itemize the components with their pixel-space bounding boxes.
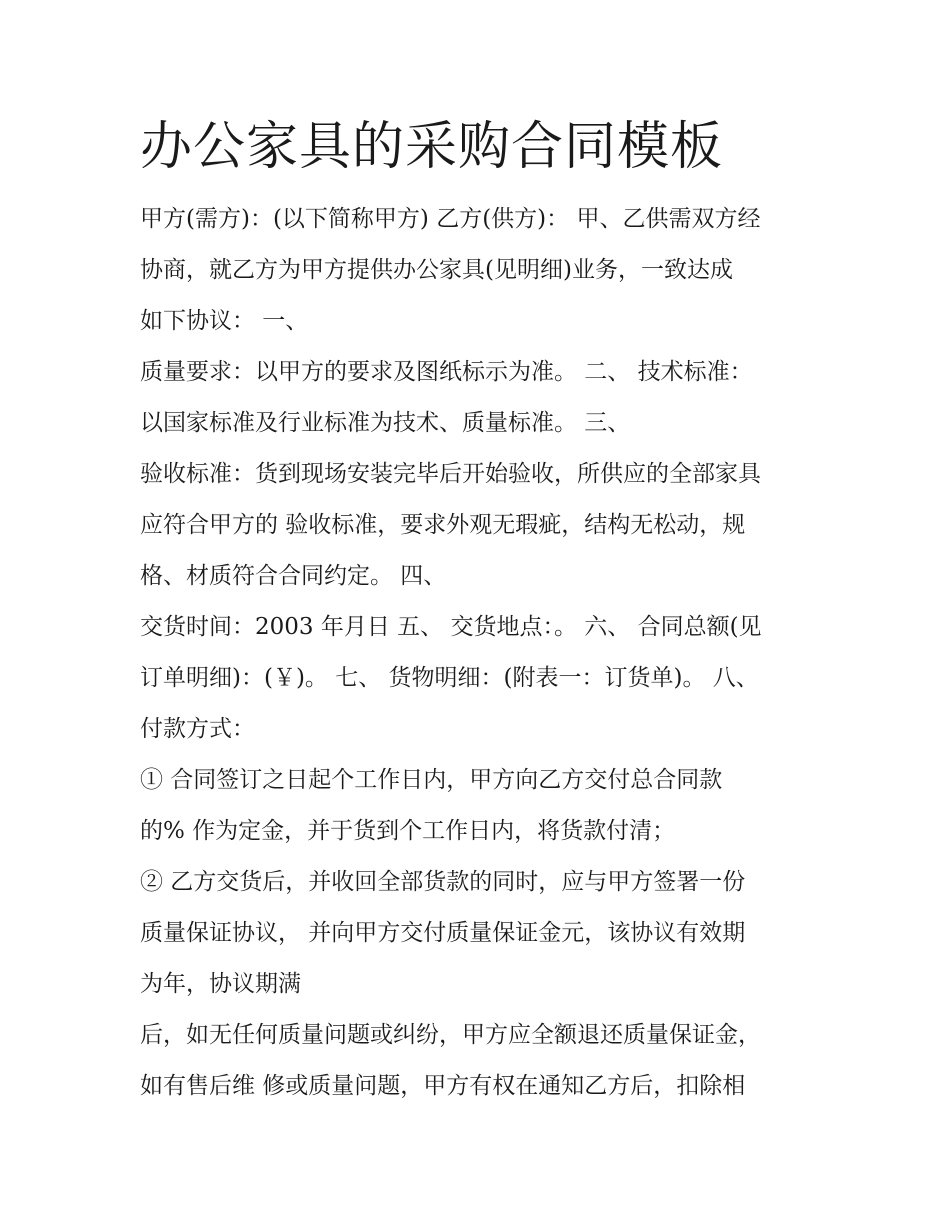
- text-line-14: ② 乙方交货后，并收回全部货款的同时，应与甲方签署一份: [140, 869, 746, 895]
- text-line-12: ① 合同签订之日起个工作日内，甲方向乙方交付总合同款: [140, 767, 723, 793]
- text-line-2: 协商，就乙方为甲方提供办公家具(见明细)业务，一致达成: [140, 257, 733, 283]
- text-line-6: 验收标准：货到现场安装完毕后开始验收，所供应的全部家具: [140, 461, 761, 487]
- text-line-7: 应符合甲方的 验收标准，要求外观无瑕疵，结构无松动，规: [140, 512, 746, 538]
- contract-body: [140, 194, 830, 1112]
- text-line-9: 交货时间：2003 年月日 五、 交货地点：。 六、 合同总额(见: [140, 614, 762, 640]
- text-line-18: 如有售后维 修或质量问题，甲方有权在通知乙方后，扣除相: [140, 1073, 746, 1099]
- text-line-16: 为年，协议期满: [140, 971, 301, 997]
- text-line-4: 质量要求：以甲方的要求及图纸标示为准。 二、 技术标准：: [140, 359, 753, 385]
- text-line-13: 的% 作为定金，并于货到个工作日内，将货款付清；: [140, 818, 676, 844]
- text-line-17: 后，如无任何质量问题或纠纷，甲方应全额退还质量保证金，: [140, 1022, 761, 1048]
- text-line-15: 质量保证协议， 并向甲方交付质量保证金元，该协议有效期: [140, 920, 746, 946]
- document-title: 办公家具的采购合同模板: [140, 117, 724, 177]
- text-line-10: 订单明细)：(￥)。 七、 货物明细：(附表一：订货单)。 八、: [140, 665, 759, 691]
- text-line-1: 甲方(需方)：(以下简称甲方) 乙方(供方)： 甲、乙供需双方经: [140, 206, 761, 232]
- text-line-3: 如下协议： 一、: [140, 308, 309, 334]
- text-line-11: 付款方式：: [140, 716, 255, 742]
- text-line-5: 以国家标准及行业标准为技术、质量标准。 三、: [140, 410, 631, 436]
- text-line-8: 格、材质符合合同约定。 四、: [140, 563, 447, 589]
